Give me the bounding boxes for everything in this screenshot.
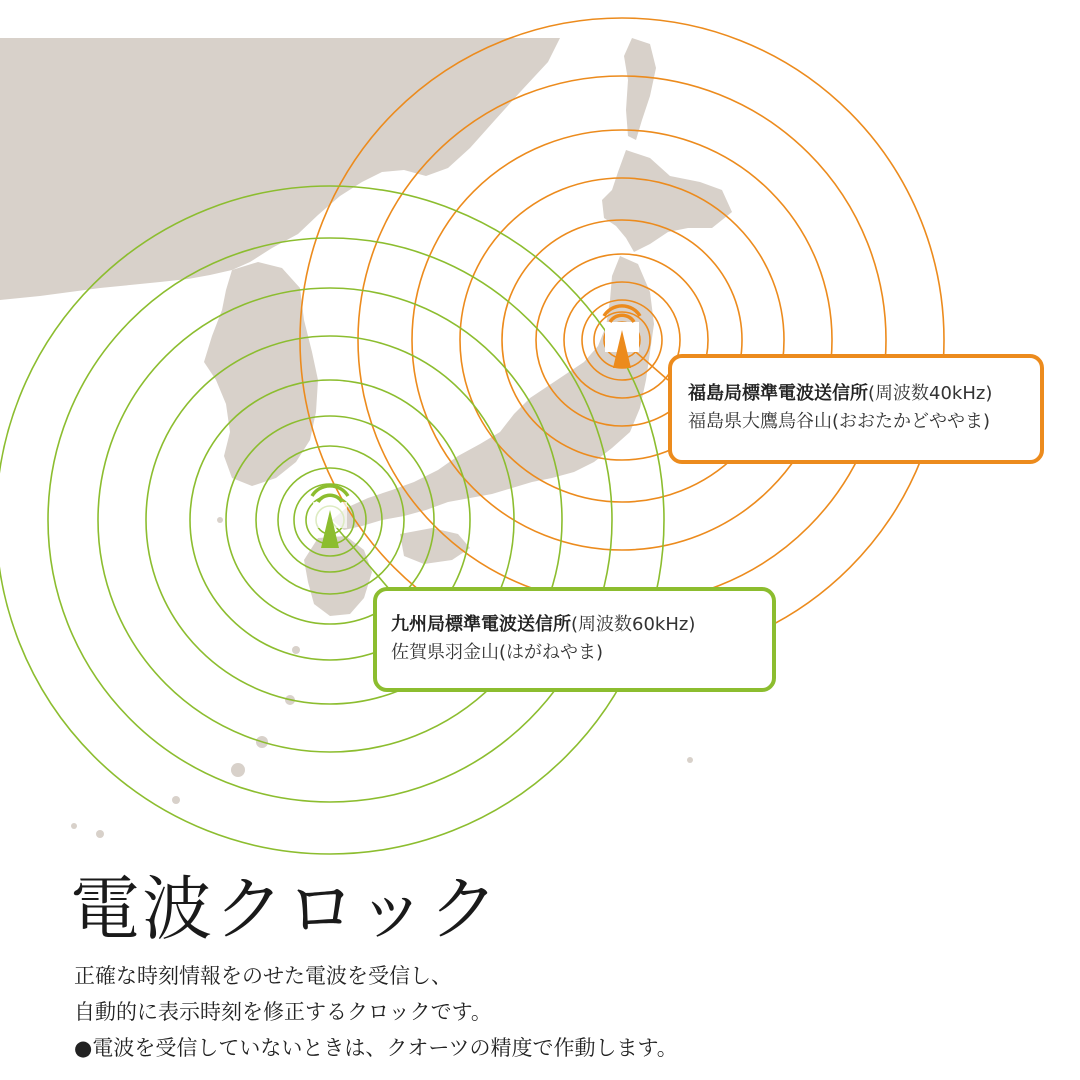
description-line: 自動的に表示時刻を修正するクロックです。 (74, 1000, 492, 1024)
kyushu-station-name: 九州局標準電波送信所 (391, 614, 571, 635)
kyushu-station-frequency: (周波数60kHz) (571, 614, 696, 635)
fukushima-station-location: 福島県大鷹鳥谷山(おおたかどややま) (688, 411, 991, 432)
hokkaido (602, 150, 732, 252)
island (96, 830, 104, 838)
description (74, 958, 678, 1066)
description-note: ●電波を受信していないときは、クオーツの精度で作動します。 (74, 1036, 678, 1060)
page-title: 電波クロック (70, 868, 501, 950)
fukushima-station-frequency: (周波数40kHz) (868, 383, 993, 404)
fukushima-station-name: 福島局標準電波送信所 (688, 383, 868, 404)
sakhalin (624, 38, 656, 140)
land-masses (0, 38, 732, 838)
island (71, 823, 77, 829)
fukushima-station-callout (668, 354, 1044, 464)
kyushu-station-title (391, 611, 758, 639)
island (172, 796, 180, 804)
description-line: 正確な時刻情報をのせた電波を受信し、 (74, 964, 452, 988)
honshu (332, 256, 654, 530)
island (687, 757, 693, 763)
kyushu-station-callout (373, 587, 776, 692)
shikoku (400, 528, 470, 564)
island (217, 517, 223, 523)
island (231, 763, 245, 777)
fukushima-station-title (688, 380, 1024, 408)
mainland-asia (0, 38, 560, 300)
kyushu-station-location: 佐賀県羽金山(はがねやま) (391, 642, 604, 663)
island (292, 646, 300, 654)
